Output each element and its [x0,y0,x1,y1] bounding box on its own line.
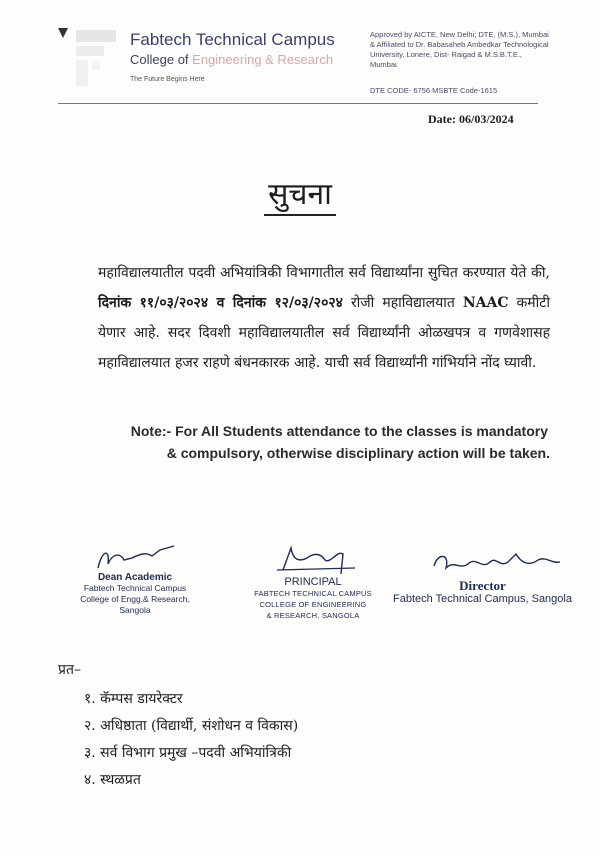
institute-subtitle: College of Engineering & Research [130,52,334,67]
note-line-2: & compulsory, otherwise disciplinary action will be taken. [166,445,550,461]
signature-dean: Dean Academic Fabtech Technical Campus College of Engg.& Research, Sangola [55,540,215,616]
principal-signature-icon [263,540,363,576]
header-divider [58,103,538,104]
distribution-list [84,686,298,794]
approval-text: Approved by AICTE, New Delhi; DTE, (M.S.), Mumbai & Affiliated to Dr. Babasaheb Ambedkar Technological University, Lonere, Dist- Raigad & M.S.B.T.E., Mumbai. [370,30,549,69]
notice-date: Date: 06/03/2024 [428,112,514,126]
institute-codes: DTE CODE- 6756 MSBTE Code-1615 [370,86,498,95]
notice-title: सुचना [0,172,600,213]
list-item: ३. सर्व विभाग प्रमुख –पदवी अभियांत्रिकी [84,745,292,761]
director-signature-icon [398,548,568,578]
institute-logo [58,28,118,88]
institute-tagline: The Future Begins Here [130,76,205,83]
distribution-heading: प्रत– [58,662,81,678]
attendance-note [58,420,550,464]
dean-signature-icon [90,540,180,572]
notice-body: महाविद्यालयातील पदवी अभियांत्रिकी विभागातील सर्व विद्यार्थ्यांना सुचित करण्यात येते की, दिनांक ११/०३/२०२४ व दिनांक १२/०३/२०२४ रोजी महाविद्यालयात NAAC कमीटी येणार आहे. सदर दिवशी महाविद्यालयातील सर्व विद्यार्थ्यांनी ओळखपत्र व गणवेशासह महाविद्यालयात हजर राहणे बंधनकारक आहे. याची सर्व विद्यार्थ्यांनी गांभिर्याने नोंद घ्यावी. [98,265,550,371]
list-item: २. अधिष्ठाता (विद्यार्थी, संशोधन व विकास) [84,718,299,734]
list-item: १. कॅम्पस डायरेक्टर [84,691,183,707]
institute-name: Fabtech Technical Campus [130,30,335,49]
signature-principal: PRINCIPAL FABTECH TECHNICAL CAMPUS COLLEGE OF ENGINEERING & RESEARCH, SANGOLA [238,540,388,621]
signature-director: Director Fabtech Technical Campus, Sangola [390,548,575,605]
note-line-1: Note:- For All Students attendance to the classes is mandatory [130,423,548,439]
list-item: ४. स्थळप्रत [84,772,141,788]
